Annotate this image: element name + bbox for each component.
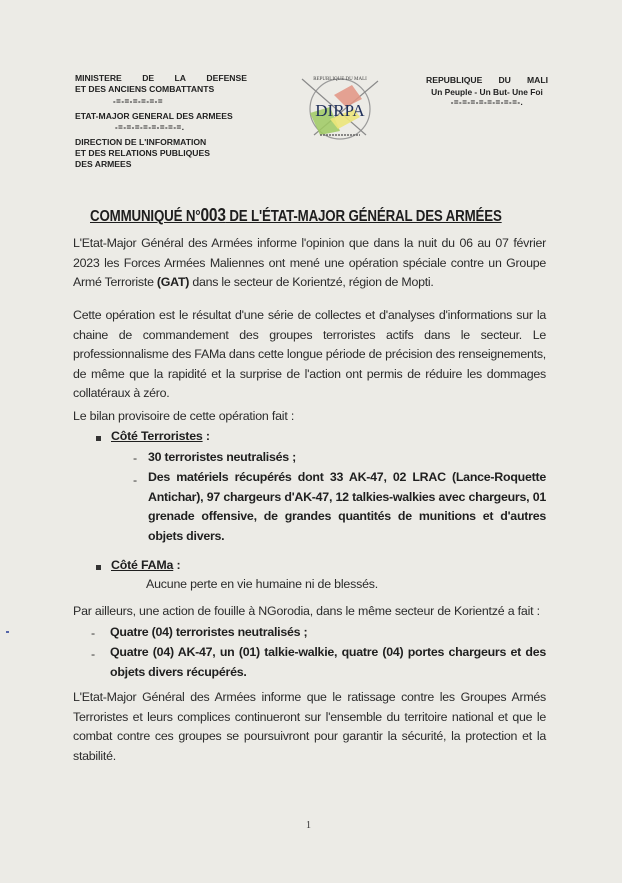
ministry-line-2: ET DES ANCIENS COMBATTANTS bbox=[75, 84, 215, 95]
scan-speck bbox=[6, 631, 9, 633]
svg-text:DIRPA: DIRPA bbox=[315, 101, 365, 120]
ngorodia-item-1: Quatre (04) terroristes neutralisés ; bbox=[110, 625, 308, 639]
republic-line: REPUBLIQUE DU MALI bbox=[426, 75, 548, 85]
paragraph-intro: L'Etat-Major Général des Armées informe l'opinion que dans la nuit du 06 au 07 février 2023 les Forces Armées Maliennes ont mené une opération spéciale contre un Groupe Armé Terroriste (GAT) dans le secteur de Korientzé, région de Mopti. bbox=[73, 236, 546, 289]
dash-bullet-icon: - bbox=[133, 473, 138, 487]
direction-line-1: DIRECTION DE L'INFORMATION bbox=[75, 136, 207, 147]
dash-bullet-icon: - bbox=[133, 451, 138, 465]
ministry-line-1: MINISTERE DE LA DEFENSE bbox=[75, 73, 247, 83]
fama-result: Aucune perte en vie humaine ni de blessés. bbox=[146, 577, 378, 591]
dash-bullet-icon: - bbox=[91, 626, 96, 640]
communique-title: COMMUNIQUÉ N°003 DE L'ÉTAT-MAJOR GÉNÉRAL DES ARMÉES bbox=[90, 205, 502, 225]
paragraph-ngorodia: Par ailleurs, une action de fouille à NGorodia, dans le même secteur de Korientzé a fait : bbox=[73, 604, 540, 618]
national-motto: Un Peuple - Un But- Une Foi bbox=[431, 87, 543, 97]
dirpa-emblem-icon bbox=[296, 69, 384, 143]
etat-major-line: ETAT-MAJOR GENERAL DES ARMEES bbox=[75, 110, 233, 121]
terroristes-item-2: Des matériels récupérés dont 33 AK-47, 02 LRAC (Lance-Roquette Antichar), 97 chargeurs d'AK-47, 12 talkies-walkies avec chargeurs, 01 grenade offensive, de grandes quantités de munitions et d'autres objets divers. bbox=[148, 470, 546, 543]
square-bullet-icon bbox=[96, 436, 101, 441]
direction-line-3: DES ARMEES bbox=[75, 159, 132, 170]
communique-number: 003 bbox=[200, 205, 226, 225]
ministry-header bbox=[75, 73, 265, 171]
square-bullet-icon bbox=[96, 565, 101, 570]
terroristes-item-1: 30 terroristes neutralisés ; bbox=[148, 450, 296, 464]
paragraph-conclusion: L'Etat-Major Général des Armées informe que le ratissage contre les Groupes Armés Terroristes et leurs complices continueront sur l'ensemble du territoire national et que le combat contre ces groupes se poursuivront pour garantir la sécurité, la protection et la stabilité. bbox=[73, 690, 546, 763]
paragraph-bilan: Le bilan provisoire de cette opération fait : bbox=[73, 409, 295, 423]
section-fama-heading: Côté FAMa : bbox=[111, 558, 181, 572]
separator: -=-=-=-=-=-= bbox=[113, 96, 164, 106]
svg-text:REPUBLIQUE DU MALI: REPUBLIQUE DU MALI bbox=[313, 77, 367, 82]
direction-line-2: ET DES RELATIONS PUBLIQUES bbox=[75, 148, 210, 159]
paragraph-operation: Cette opération est le résultat d'une série de collectes et d'analyses d'informations sur la chaine de commandement des groupes terroristes actifs dans le secteur. Le professionnalisme des FAMa dans cette longue période de précision des renseignements, de même que la rapidité et la surprise de l'action ont permis de réduire les dommages collatéraux à zéro. bbox=[73, 308, 546, 400]
republic-header bbox=[426, 74, 548, 108]
dirpa-logo bbox=[296, 69, 384, 143]
page-number: 1 bbox=[306, 820, 311, 831]
separator: -=-=-=-=-=-=-=-=. bbox=[115, 122, 185, 132]
section-terroristes-heading: Côté Terroristes : bbox=[111, 429, 210, 443]
ngorodia-item-2: Quatre (04) AK-47, un (01) talkie-walkie, quatre (04) portes chargeurs et des objets divers récupérés. bbox=[110, 645, 546, 679]
separator: -=-=-=-=-=-=-=-=-. bbox=[450, 98, 524, 107]
dash-bullet-icon: - bbox=[91, 647, 96, 661]
